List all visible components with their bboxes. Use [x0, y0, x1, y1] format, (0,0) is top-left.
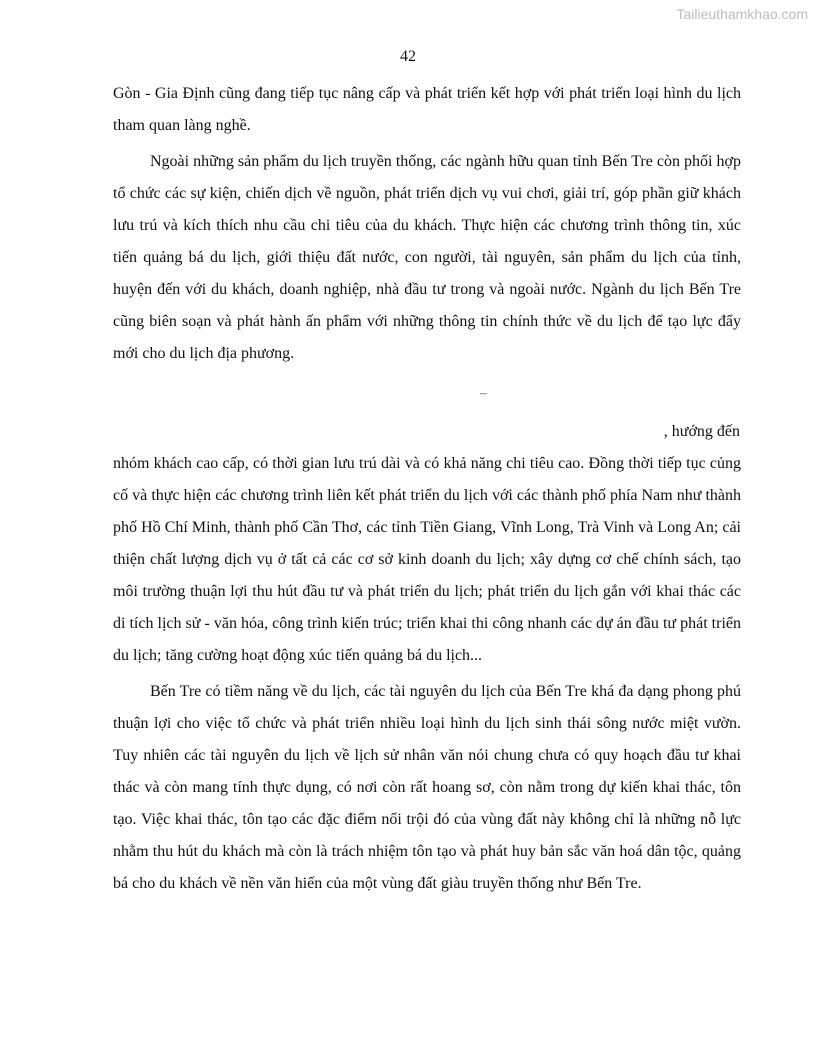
document-body-bottom [113, 448, 741, 904]
watermark: Tailieuthamkhao.com [676, 6, 808, 22]
paragraph-ben-tre-potential: Bến Tre có tiềm năng về du lịch, các tài nguyên du lịch của Bến Tre khá đa dạng phong phú thuận lợi cho việc tổ chức và phát triển nhiều loại hình du lịch sinh thái sông nước miệt vườn. Tuy nhiên các tài nguyên du lịch về lịch sử nhân văn nói chung chưa có quy hoạch đầu tư khai thác và còn mang tính thực dụng, có nơi còn rất hoang sơ, còn nằm trong dự kiến khai thác, tôn tạo. Việc khai thác, tôn tạo các đặc điểm nổi trội đó của vùng đất này không chỉ là những nỗ lực nhằm thu hút du khách mà còn là trách nhiệm tôn tạo và phát huy bản sắc văn hoá dân tộc, quảng bá cho du khách về nền văn hiến của một vùng đất giàu truyền thống như Bến Tre. [113, 683, 741, 892]
page-number: 42 [400, 48, 416, 65]
document-body-top [113, 78, 741, 374]
paragraph-tourism-products: Ngoài những sản phẩm du lịch truyền thống, các ngành hữu quan tỉnh Bến Tre còn phối hợp tổ chức các sự kiện, chiến dịch về nguồn, phát triển dịch vụ vui chơi, giải trí, góp phần giữ khách lưu trú và kích thích nhu cầu chi tiêu của du khách. Thực hiện các chương trình thông tin, xúc tiến quảng bá du lịch, giới thiệu đất nước, con người, tài nguyên, sản phẩm du lịch của tỉnh, huyện đến với du khách, doanh nghiệp, nhà đầu tư trong và ngoài nước. Ngành du lịch Bến Tre cũng biên soạn và phát hành ấn phẩm với những thông tin chính thức về du lịch để tạo lực đẩy mới cho du lịch địa phương. [113, 153, 741, 362]
partial-line: , hướng đến [663, 423, 740, 440]
paragraph-target-customers: nhóm khách cao cấp, có thời gian lưu trú dài và có khả năng chi tiêu cao. Đồng thời tiếp tục củng cố và thực hiện các chương trình liên kết phát triển du lịch với các thành phố phía Nam như thành phố Hồ Chí Minh, thành phố Cần Thơ, các tỉnh Tiền Giang, Vĩnh Long, Trà Vinh và Long An; cải thiện chất lượng dịch vụ ở tất cả các cơ sở kinh doanh du lịch; xây dựng cơ chế chính sách, tạo môi trường thuận lợi thu hút đầu tư và phát triển du lịch; phát triển du lịch gắn với khai thác các di tích lịch sử - văn hóa, công trình kiến trúc; triển khai thi công nhanh các dự án đầu tư phát triển du lịch; tăng cường hoạt động xúc tiến quảng bá du lịch... [113, 455, 741, 664]
paragraph-continuation: Gòn - Gia Định cũng đang tiếp tục nâng cấp và phát triển kết hợp với phát triển loại hình du lịch tham quan làng nghề. [113, 85, 741, 134]
section-dash: – [480, 386, 487, 401]
